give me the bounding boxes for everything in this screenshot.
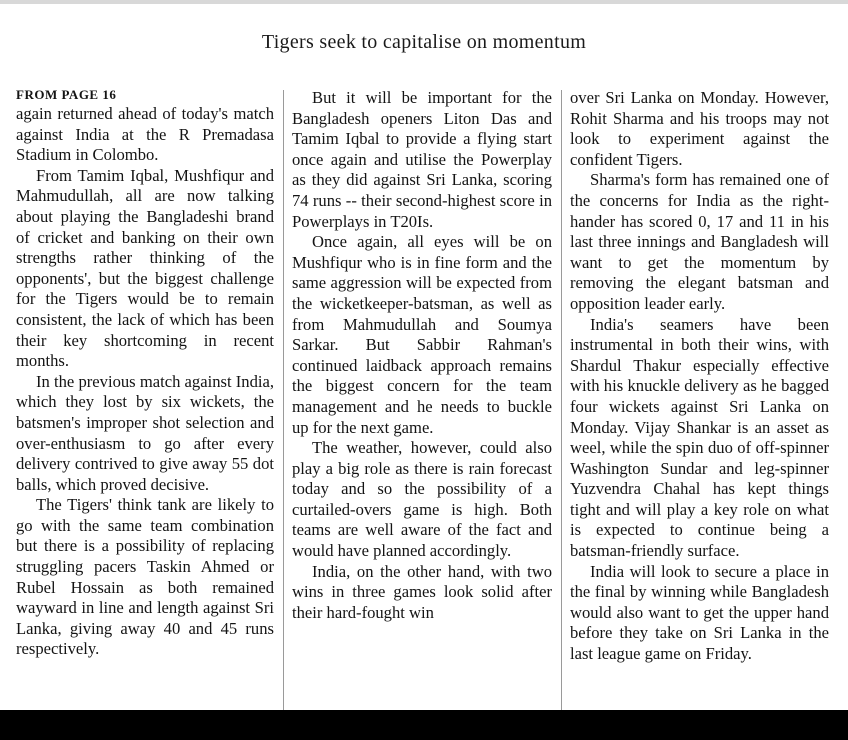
paragraph: In the previous match against India, which they lost by six wickets, the batsmen's improper shot selection and over-enthusiasm to go after every delivery contrived to give away 55 dot balls, which proved decisive.: [16, 371, 274, 494]
bottom-black-bar: [0, 710, 848, 740]
paragraph: The weather, however, could also play a big role as there is rain forecast today and so the possibility of a curtailed-overs game is high. Both teams are well aware of the fact and would have planned accordingly.: [292, 438, 552, 561]
paragraph: Sharma's form has remained one of the concerns for India as the right-hander has scored 0, 17 and 11 in his last three innings and Bangladesh will want to get the momentum by removing the elegant batsman and opposition leader early.: [570, 170, 829, 313]
article-column-1: [16, 87, 274, 660]
column-divider: [561, 90, 562, 710]
paragraph: again returned ahead of today's match against India at the R Premadasa Stadium in Colombo.: [16, 104, 274, 165]
article-column-3: [570, 88, 829, 665]
paragraph: The Tigers' think tank are likely to go with the same team combination but there is a possibility of replacing struggling pacers Taskin Ahmed or Rubel Hossain as both remained wayward in line and length against Sri Lanka, giving away 40 and 45 runs respectively.: [16, 495, 274, 659]
article-column-2: [292, 88, 552, 623]
paragraph: over Sri Lanka on Monday. However, Rohit Sharma and his troops may not look to experiment against the confident Tigers.: [570, 88, 829, 169]
top-rule: [0, 0, 848, 4]
paragraph: But it will be important for the Bangladesh openers Liton Das and Tamim Iqbal to provide a flying start once again and utilise the Powerplay as they did against Sri Lanka, scoring 74 runs -- their second-highest score in Powerplays in T20Is.: [292, 88, 552, 231]
paragraph: Once again, all eyes will be on Mushfiqur who is in fine form and the same aggression will be expected from the wicketkeeper-batsman, as well as from Mahmudullah and Soumya Sarkar. But Sabbir Rahman's continued laidback approach remains the biggest concern for the team management and he needs to buckle up for the next game.: [292, 232, 552, 437]
paragraph: India will look to secure a place in the final by winning while Bangladesh would also want to get the upper hand before they take on Sri Lanka in the last league game on Friday.: [570, 561, 829, 664]
paragraph: From Tamim Iqbal, Mushfiqur and Mahmudullah, all are now talking about playing the Bangladeshi brand of cricket and banking on their own strengths rather thinking of the opponents', but the biggest challenge for the Tigers would be to remain consistent, the lack of which has been their key shortcoming in recent months.: [16, 165, 274, 371]
continuation-kicker: FROM PAGE 16: [16, 87, 117, 102]
headline: Tigers seek to capitalise on momentum: [261, 31, 587, 53]
paragraph: India's seamers have been instrumental in both their wins, with Shardul Thakur especially effective with his knuckle delivery as he bagged four wickets against Sri Lanka on Monday. Vijay Shankar is an asset as weel, while the spin duo of off-spinner Washington Sundar and leg-spinner Yuzvendra Chahal has kept things tight and will play a key role on what is expected to continue being a batsman-friendly surface.: [570, 314, 829, 561]
column-divider: [283, 90, 284, 710]
paragraph: India, on the other hand, with two wins in three games look solid after their hard-fought win: [292, 561, 552, 622]
